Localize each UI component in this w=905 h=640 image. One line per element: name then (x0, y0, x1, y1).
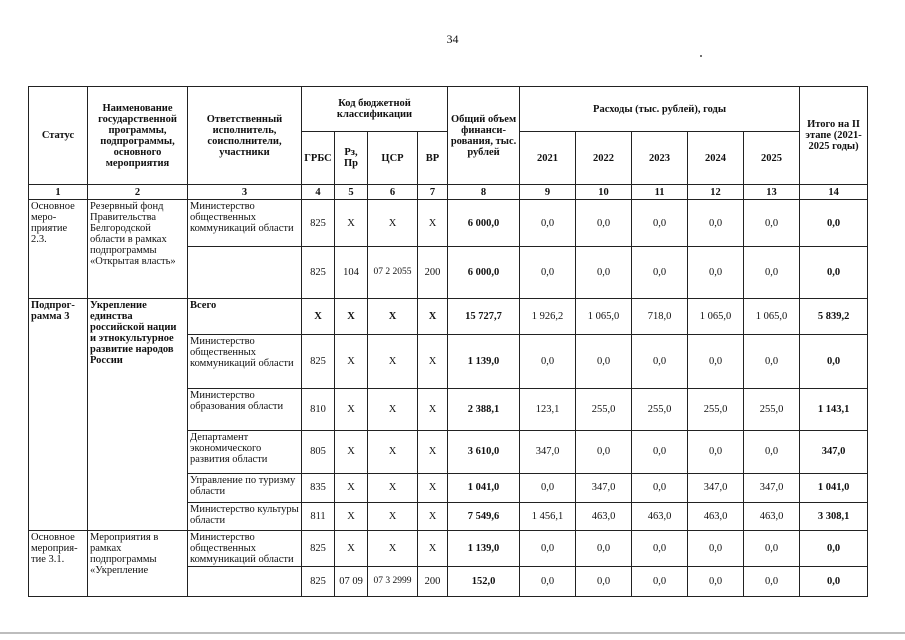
cell-y2025: 255,0 (744, 389, 800, 430)
cell-csr: 07 3 2999 (368, 566, 418, 596)
cell-y2025: 463,0 (744, 502, 800, 530)
cell-y2023: 463,0 (632, 502, 688, 530)
cell-y2022: 0,0 (576, 530, 632, 566)
cell-grbs: 810 (302, 389, 335, 430)
cell-total: 2 388,1 (448, 389, 520, 430)
cell-rz: Х (335, 389, 368, 430)
cell-grbs: 825 (302, 200, 335, 247)
cell-y2023: 0,0 (632, 430, 688, 473)
cell-y2025: 0,0 (744, 200, 800, 247)
cell-itogo: 0,0 (800, 566, 868, 596)
cell-y2021: 0,0 (520, 335, 576, 389)
cell-y2024: 0,0 (688, 530, 744, 566)
status-cell: Основное меро-приятие 2.3. (29, 200, 88, 299)
column-index-cell: 8 (448, 185, 520, 200)
cell-vr: Х (418, 200, 448, 247)
cell-grbs: 825 (302, 530, 335, 566)
column-index-cell: 4 (302, 185, 335, 200)
cell-y2022: 1 065,0 (576, 299, 632, 335)
cell-total: 152,0 (448, 566, 520, 596)
cell-itogo: 1 041,0 (800, 473, 868, 502)
cell-vr: 200 (418, 247, 448, 299)
cell-csr: 07 2 2055 (368, 247, 418, 299)
cell-total: 6 000,0 (448, 247, 520, 299)
cell-y2024: 255,0 (688, 389, 744, 430)
cell-itogo: 1 143,1 (800, 389, 868, 430)
status-cell: Основное мероприя-тие 3.1. (29, 530, 88, 596)
column-index-cell: 14 (800, 185, 868, 200)
table-row (29, 299, 868, 335)
cell-vr: 200 (418, 566, 448, 596)
cell-y2024: 347,0 (688, 473, 744, 502)
column-index-row (29, 185, 868, 200)
cell-itogo: 0,0 (800, 247, 868, 299)
cell-y2025: 0,0 (744, 247, 800, 299)
executor-cell: Министерство общественных коммуникаций области (188, 530, 302, 566)
cell-csr: Х (368, 335, 418, 389)
cell-vr: Х (418, 389, 448, 430)
cell-total: 1 139,0 (448, 335, 520, 389)
cell-y2023: 0,0 (632, 200, 688, 247)
cell-rz: Х (335, 530, 368, 566)
cell-rz: Х (335, 200, 368, 247)
cell-y2023: 0,0 (632, 566, 688, 596)
cell-csr: Х (368, 530, 418, 566)
cell-total: 7 549,6 (448, 502, 520, 530)
cell-vr: Х (418, 299, 448, 335)
cell-rz: Х (335, 473, 368, 502)
cell-y2025: 1 065,0 (744, 299, 800, 335)
cell-y2021: 0,0 (520, 247, 576, 299)
cell-vr: Х (418, 430, 448, 473)
table-header (29, 87, 868, 185)
cell-rz: Х (335, 430, 368, 473)
cell-grbs: 811 (302, 502, 335, 530)
cell-grbs: 825 (302, 335, 335, 389)
header-budget-code: Код бюджетной классификации (302, 87, 448, 132)
cell-grbs: Х (302, 299, 335, 335)
cell-y2022: 0,0 (576, 566, 632, 596)
header-stage-total: Итого на II этапе (2021-2025 годы) (800, 87, 868, 185)
column-index-cell: 13 (744, 185, 800, 200)
cell-rz: Х (335, 299, 368, 335)
table-body (29, 185, 868, 597)
header-status: Статус (29, 87, 88, 185)
cell-y2021: 1 456,1 (520, 502, 576, 530)
cell-grbs: 825 (302, 247, 335, 299)
cell-vr: Х (418, 530, 448, 566)
cell-rz: 104 (335, 247, 368, 299)
cell-y2021: 347,0 (520, 430, 576, 473)
cell-itogo: 3 308,1 (800, 502, 868, 530)
cell-rz: Х (335, 335, 368, 389)
cell-y2022: 0,0 (576, 430, 632, 473)
table-row (29, 200, 868, 247)
cell-grbs: 835 (302, 473, 335, 502)
scan-speck (700, 55, 702, 57)
cell-y2022: 0,0 (576, 247, 632, 299)
executor-cell: Министерство культуры области (188, 502, 302, 530)
cell-itogo: 0,0 (800, 335, 868, 389)
cell-y2024: 0,0 (688, 200, 744, 247)
scan-edge (0, 632, 905, 634)
cell-y2023: 0,0 (632, 473, 688, 502)
cell-total: 6 000,0 (448, 200, 520, 247)
cell-vr: Х (418, 335, 448, 389)
cell-y2025: 0,0 (744, 430, 800, 473)
executor-cell: Всего (188, 299, 302, 335)
cell-y2021: 123,1 (520, 389, 576, 430)
cell-y2023: 255,0 (632, 389, 688, 430)
executor-cell: Министерство общественных коммуникаций области (188, 335, 302, 389)
executor-cell (188, 247, 302, 299)
cell-itogo: 5 839,2 (800, 299, 868, 335)
cell-y2023: 0,0 (632, 247, 688, 299)
cell-y2022: 347,0 (576, 473, 632, 502)
cell-grbs: 825 (302, 566, 335, 596)
cell-csr: Х (368, 200, 418, 247)
cell-total: 15 727,7 (448, 299, 520, 335)
executor-cell: Управление по туризму области (188, 473, 302, 502)
cell-y2022: 0,0 (576, 335, 632, 389)
cell-y2021: 1 926,2 (520, 299, 576, 335)
column-index-cell: 7 (418, 185, 448, 200)
cell-y2025: 0,0 (744, 530, 800, 566)
cell-y2021: 0,0 (520, 566, 576, 596)
cell-csr: Х (368, 299, 418, 335)
cell-itogo: 0,0 (800, 530, 868, 566)
cell-y2023: 0,0 (632, 530, 688, 566)
header-year-2021: 2021 (520, 132, 576, 185)
cell-itogo: 0,0 (800, 200, 868, 247)
page-number: 34 (446, 32, 459, 46)
cell-vr: Х (418, 473, 448, 502)
cell-rz: Х (335, 502, 368, 530)
header-year-2023: 2023 (632, 132, 688, 185)
cell-y2024: 0,0 (688, 566, 744, 596)
status-cell: Подпрог-рамма 3 (29, 299, 88, 531)
header-responsible: Ответственный исполнитель, соисполнители, участники (188, 87, 302, 185)
cell-y2022: 463,0 (576, 502, 632, 530)
column-index-cell: 5 (335, 185, 368, 200)
cell-y2025: 347,0 (744, 473, 800, 502)
column-index-cell: 10 (576, 185, 632, 200)
header-name: Наименование государственной программы, подпрограммы, основного мероприятия (88, 87, 188, 185)
column-index-cell: 9 (520, 185, 576, 200)
cell-csr: Х (368, 502, 418, 530)
cell-y2025: 0,0 (744, 335, 800, 389)
cell-y2022: 255,0 (576, 389, 632, 430)
column-index-cell: 2 (88, 185, 188, 200)
cell-y2021: 0,0 (520, 200, 576, 247)
cell-y2025: 0,0 (744, 566, 800, 596)
header-grbs: ГРБС (302, 132, 335, 185)
column-index-cell: 6 (368, 185, 418, 200)
cell-y2023: 0,0 (632, 335, 688, 389)
executor-cell: Департамент экономического развития области (188, 430, 302, 473)
header-year-2025: 2025 (744, 132, 800, 185)
program-name-cell: Укрепление единства российской нации и этнокультурное развитие народов России (88, 299, 188, 531)
executor-cell: Министерство образования области (188, 389, 302, 430)
header-year-2022: 2022 (576, 132, 632, 185)
column-index-cell: 12 (688, 185, 744, 200)
cell-grbs: 805 (302, 430, 335, 473)
cell-csr: Х (368, 473, 418, 502)
cell-vr: Х (418, 502, 448, 530)
cell-csr: Х (368, 430, 418, 473)
column-index-cell: 11 (632, 185, 688, 200)
cell-y2022: 0,0 (576, 200, 632, 247)
cell-y2024: 1 065,0 (688, 299, 744, 335)
cell-y2021: 0,0 (520, 530, 576, 566)
header-expenses: Расходы (тыс. рублей), годы (520, 87, 800, 132)
cell-rz: 07 09 (335, 566, 368, 596)
header-year-2024: 2024 (688, 132, 744, 185)
table-row (29, 530, 868, 566)
column-index-cell: 3 (188, 185, 302, 200)
program-name-cell: Мероприятия в рамках подпрограммы «Укрепление (88, 530, 188, 596)
header-rz-pr: Рз, Пр (335, 132, 368, 185)
cell-itogo: 347,0 (800, 430, 868, 473)
cell-y2024: 0,0 (688, 247, 744, 299)
cell-csr: Х (368, 389, 418, 430)
header-csr: ЦСР (368, 132, 418, 185)
cell-y2023: 718,0 (632, 299, 688, 335)
column-index-cell: 1 (29, 185, 88, 200)
header-vr: ВР (418, 132, 448, 185)
budget-table (28, 86, 868, 597)
cell-total: 1 041,0 (448, 473, 520, 502)
executor-cell (188, 566, 302, 596)
cell-y2021: 0,0 (520, 473, 576, 502)
executor-cell: Министерство общественных коммуникаций области (188, 200, 302, 247)
cell-y2024: 0,0 (688, 335, 744, 389)
program-name-cell: Резервный фонд Правительства Белгородской области в рамках подпрограммы «Открытая власть» (88, 200, 188, 299)
cell-y2024: 463,0 (688, 502, 744, 530)
cell-total: 3 610,0 (448, 430, 520, 473)
cell-total: 1 139,0 (448, 530, 520, 566)
cell-y2024: 0,0 (688, 430, 744, 473)
header-total: Общий объем финанси-рования, тыс. рублей (448, 87, 520, 185)
